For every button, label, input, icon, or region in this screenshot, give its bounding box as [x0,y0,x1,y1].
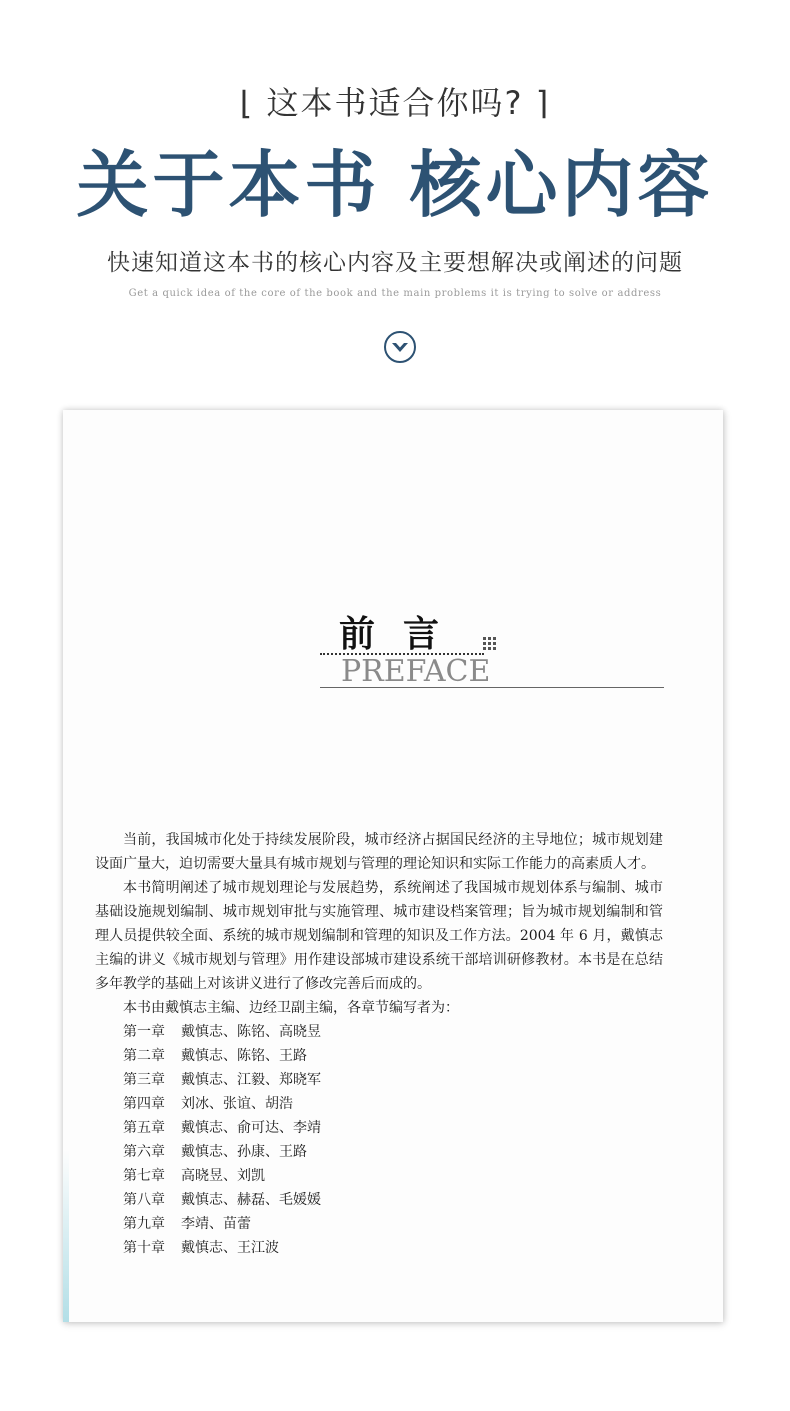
list-item [95,1212,663,1236]
chapter-authors: 高晓昱、刘凯 [181,1168,265,1184]
chapter-authors: 戴慎志、陈铭、高晓昱 [181,1024,321,1040]
dot-grid-ornament-icon [482,636,498,652]
header-section [0,0,790,400]
list-item [95,1044,663,1068]
bracket-subtitle: ⌊ 这本书适合你吗? ⌉ [239,84,551,122]
chapter-authors: 戴慎志、俞可达、李靖 [181,1120,321,1136]
chapter-number: 第五章 [123,1120,165,1136]
chapter-authors: 戴慎志、王江波 [181,1240,279,1256]
preface-body [95,828,663,1260]
main-title: 关于本书 核心内容 [76,142,714,227]
chapter-number: 第八章 [123,1192,165,1208]
list-item [95,1188,663,1212]
list-item [95,1140,663,1164]
paragraph: 本书简明阐述了城市规划理论与发展趋势，系统阐述了我国城市规划体系与编制、城市基础设施规划编制、城市规划审批与实施管理、城市建设档案管理；旨为城市规划编制和管理人员提供较全面、系统的城市规划编制和管理的知识及工作方法。2004 年 6 月，戴慎志主编的讲义《城市规划与管理》用作建设部城市建设系统干部培训研修教材。本书是在总结多年教学的基础上对该讲义进行了修改完善后而成的。 [95,880,663,992]
list-item [95,1068,663,1092]
chapter-authors: 戴慎志、赫磊、毛媛媛 [181,1192,321,1208]
chapter-number: 第九章 [123,1216,165,1232]
chapter-number: 第四章 [123,1096,165,1112]
chapter-number: 第十章 [123,1240,165,1256]
chevron-down-circle-icon [383,330,417,364]
paragraph: 当前，我国城市化处于持续发展阶段，城市经济占据国民经济的主导地位；城市规划建设面广量大，迫切需要大量具有城市规划与管理的理论知识和实际工作能力的高素质人才。 [95,832,663,872]
chapter-authors: 戴慎志、江毅、郑晓军 [181,1072,321,1088]
description-en: Get a quick idea of the core of the book and the main problems it is trying to solve or address [128,288,662,299]
chapter-authors: 戴慎志、孙康、王路 [181,1144,307,1160]
list-item [95,1020,663,1044]
page-edge-tint [63,1150,69,1322]
description-cn: 快速知道这本书的核心内容及主要想解决或阐述的问题 [107,250,683,276]
chapter-number: 第三章 [123,1072,165,1088]
list-item [95,1092,663,1116]
chapter-number: 第二章 [123,1048,165,1064]
preface-heading-en: PREFACE [341,654,491,689]
paragraph: 本书由戴慎志主编、边经卫副主编，各章节编写者为： [123,1000,459,1016]
chapter-number: 第一章 [123,1024,165,1040]
preface-heading-cn: 前言 [339,613,468,655]
chapter-number: 第六章 [123,1144,165,1160]
heading-divider [320,687,664,688]
chapter-authors: 李靖、苗蕾 [181,1216,251,1232]
list-item [95,1164,663,1188]
chapter-number: 第七章 [123,1168,165,1184]
chapter-author-list [95,1020,663,1260]
chapter-authors: 戴慎志、陈铭、王路 [181,1048,307,1064]
book-page-scan [63,410,723,1322]
chapter-authors: 刘冰、张谊、胡浩 [181,1096,293,1112]
list-item [95,1236,663,1260]
list-item [95,1116,663,1140]
